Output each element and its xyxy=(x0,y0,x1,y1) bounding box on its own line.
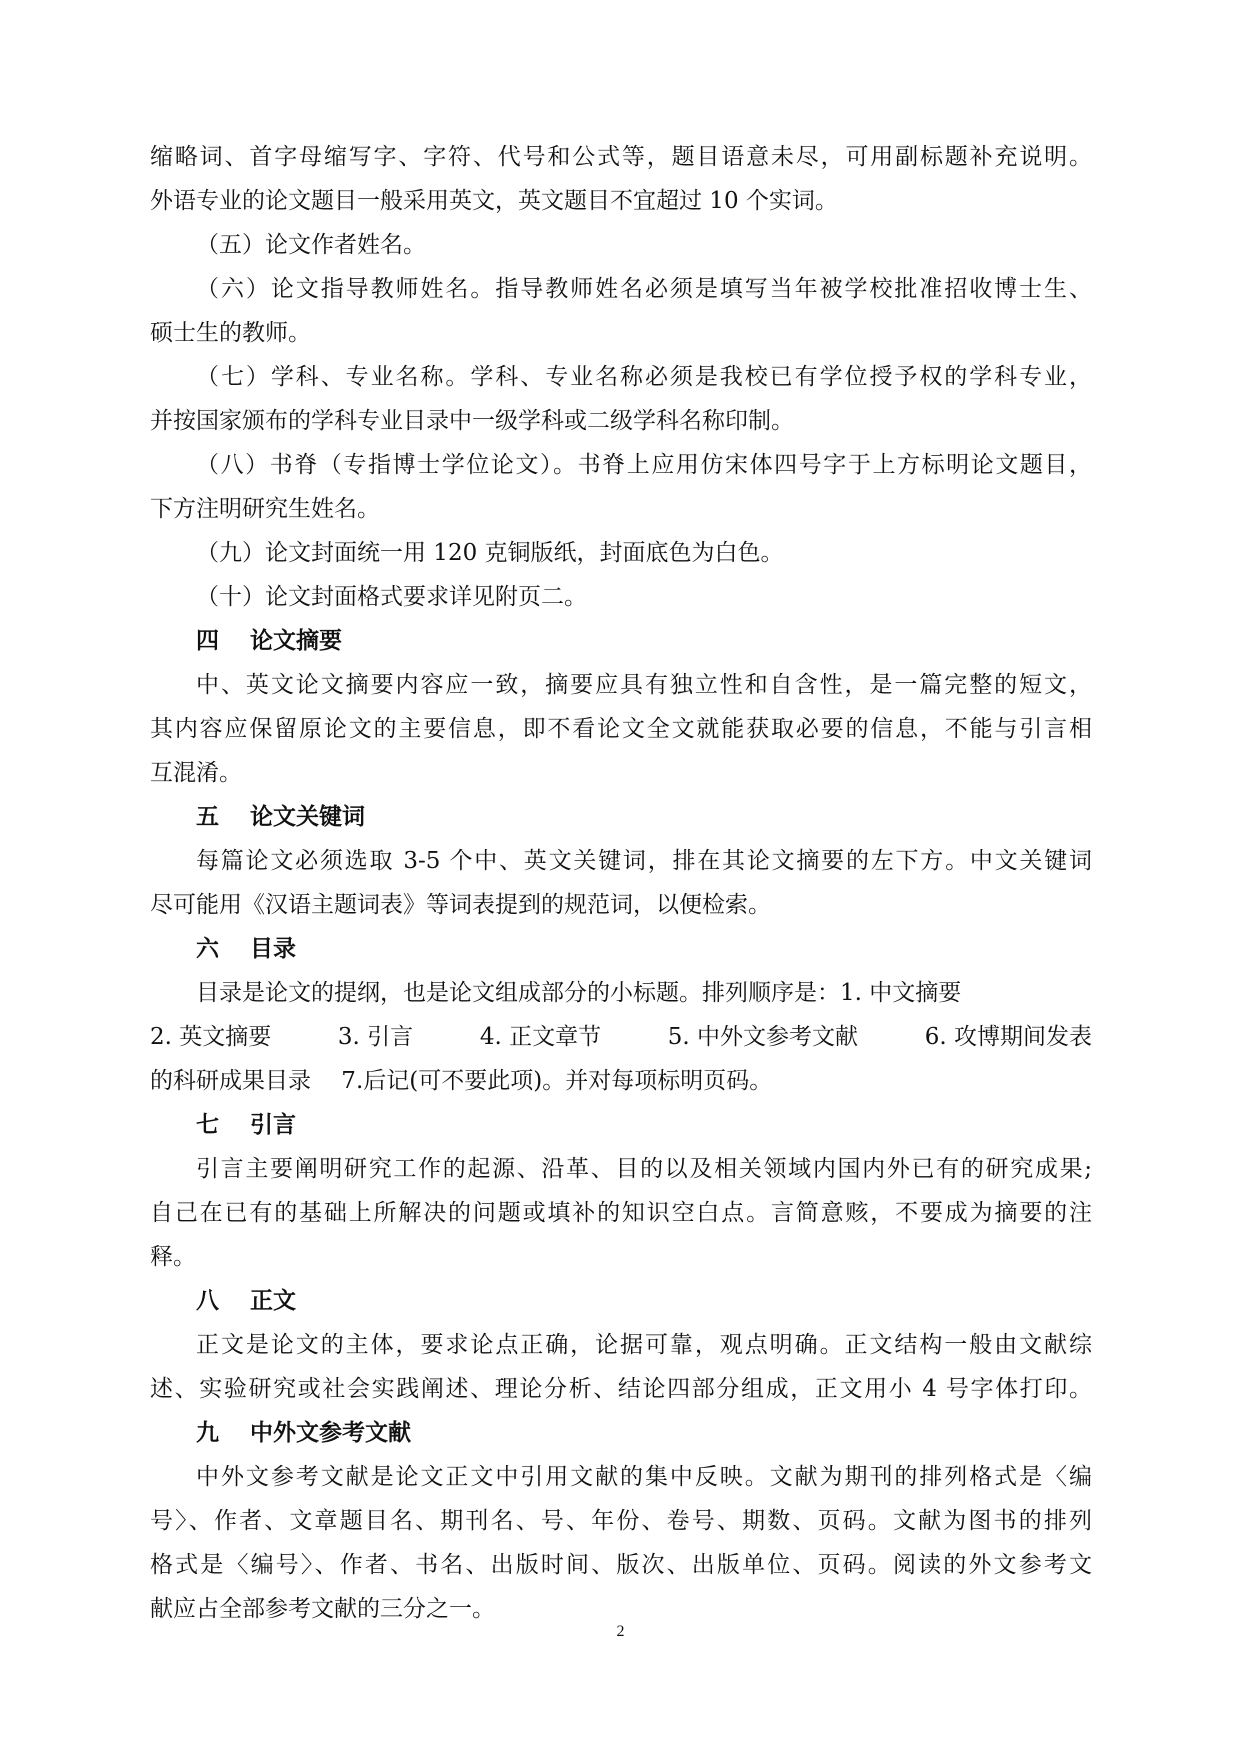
paragraph-line: 缩略词、首字母缩写字、字符、代号和公式等，题目语意未尽，可用副标题补充说明。 xyxy=(150,144,1092,170)
section-number: 四 xyxy=(196,628,219,654)
list-item-8: （八）书脊（专指博士学位论文）。书脊上应用仿宋体四号字于上方标明论文题目， xyxy=(196,452,1092,478)
list-item-7-cont: 并按国家颁布的学科专业目录中一级学科或二级学科名称印制。 xyxy=(150,408,794,434)
list-item-5: （五）论文作者姓名。 xyxy=(196,232,426,258)
list-item-6: （六）论文指导教师姓名。指导教师姓名必须是填写当年被学校批准招收博士生、 xyxy=(196,276,1092,302)
paragraph-line: 每篇论文必须选取 3-5 个中、英文关键词，排在其论文摘要的左下方。中文关键词 xyxy=(196,848,1092,874)
document-body xyxy=(150,135,1092,1631)
paragraph-line: 引言主要阐明研究工作的起源、沿革、目的以及相关领域内国内外已有的研究成果; xyxy=(196,1156,1092,1182)
list-item-9: （九）论文封面统一用 120 克铜版纸，封面底色为白色。 xyxy=(196,540,784,566)
section-title: 论文关键词 xyxy=(250,804,365,830)
paragraph-line: 号〉、作者、文章题目名、期刊名、号、年份、卷号、期数、页码。文献为图书的排列 xyxy=(150,1508,1092,1534)
list-item-7: （七）学科、专业名称。学科、专业名称必须是我校已有学位授予权的学科专业， xyxy=(196,364,1092,390)
section-heading xyxy=(150,619,1092,663)
section-heading xyxy=(150,795,1092,839)
section-number: 八 xyxy=(196,1288,219,1314)
paragraph-line: 献应占全部参考文献的三分之一。 xyxy=(150,1596,495,1622)
list-item-10: （十）论文封面格式要求详见附页二。 xyxy=(196,584,587,610)
page-number: 2 xyxy=(616,1623,625,1640)
toc-entry: 4. 正文章节 xyxy=(479,1024,602,1050)
toc-entry: 3. 引言 xyxy=(337,1024,414,1050)
paragraph-line: 尽可能用《汉语主题词表》等词表提到的规范词，以便检索。 xyxy=(150,892,771,918)
paragraph-line: 其内容应保留原论文的主要信息，即不看论文全文就能获取必要的信息，不能与引言相 xyxy=(150,716,1092,742)
section-number: 五 xyxy=(196,804,219,830)
section-heading xyxy=(150,1279,1092,1323)
paragraph-line: 互混淆。 xyxy=(150,760,242,786)
paragraph-line: 中、英文论文摘要内容应一致，摘要应具有独立性和自含性，是一篇完整的短文， xyxy=(196,672,1092,698)
section-heading xyxy=(150,1103,1092,1147)
paragraph-line: 外语专业的论文题目一般采用英文，英文题目不宜超过 10 个实词。 xyxy=(150,188,838,214)
section-title: 正文 xyxy=(250,1288,296,1314)
section-title: 目录 xyxy=(250,936,296,962)
section-number: 六 xyxy=(196,936,219,962)
section-heading xyxy=(150,927,1092,971)
section-title: 引言 xyxy=(250,1112,296,1138)
paragraph-line: 的科研成果目录 7.后记(可不要此项)。并对每项标明页码。 xyxy=(150,1068,773,1094)
paragraph-line: 自己在已有的基础上所解决的问题或填补的知识空白点。言简意赅，不要成为摘要的注 xyxy=(150,1200,1092,1226)
section-number: 七 xyxy=(196,1112,219,1138)
toc-order-row xyxy=(150,1015,1092,1059)
toc-entry: 5. 中外文参考文献 xyxy=(667,1024,859,1050)
toc-entry: 6. 攻博期间发表 xyxy=(924,1024,1092,1050)
paragraph-line: 正文是论文的主体，要求论点正确，论据可靠，观点明确。正文结构一般由文献综 xyxy=(196,1332,1092,1358)
section-title: 中外文参考文献 xyxy=(250,1420,411,1446)
list-item-6-cont: 硕士生的教师。 xyxy=(150,320,311,346)
paragraph-line: 目录是论文的提纲，也是论文组成部分的小标题。排列顺序是：1. 中文摘要 xyxy=(196,980,962,1006)
paragraph-line: 中外文参考文献是论文正文中引用文献的集中反映。文献为期刊的排列格式是〈编 xyxy=(196,1464,1092,1490)
paragraph-line: 释。 xyxy=(150,1244,196,1270)
section-title: 论文摘要 xyxy=(250,628,342,654)
paragraph-line: 述、实验研究或社会实践阐述、理论分析、结论四部分组成，正文用小 4 号字体打印。 xyxy=(150,1376,1092,1402)
section-heading xyxy=(150,1411,1092,1455)
paragraph-line: 格式是〈编号〉、作者、书名、出版时间、版次、出版单位、页码。阅读的外文参考文 xyxy=(150,1552,1092,1578)
section-number: 九 xyxy=(196,1420,219,1446)
toc-entry: 2. 英文摘要 xyxy=(150,1024,272,1050)
list-item-8-cont: 下方注明研究生姓名。 xyxy=(150,496,380,522)
